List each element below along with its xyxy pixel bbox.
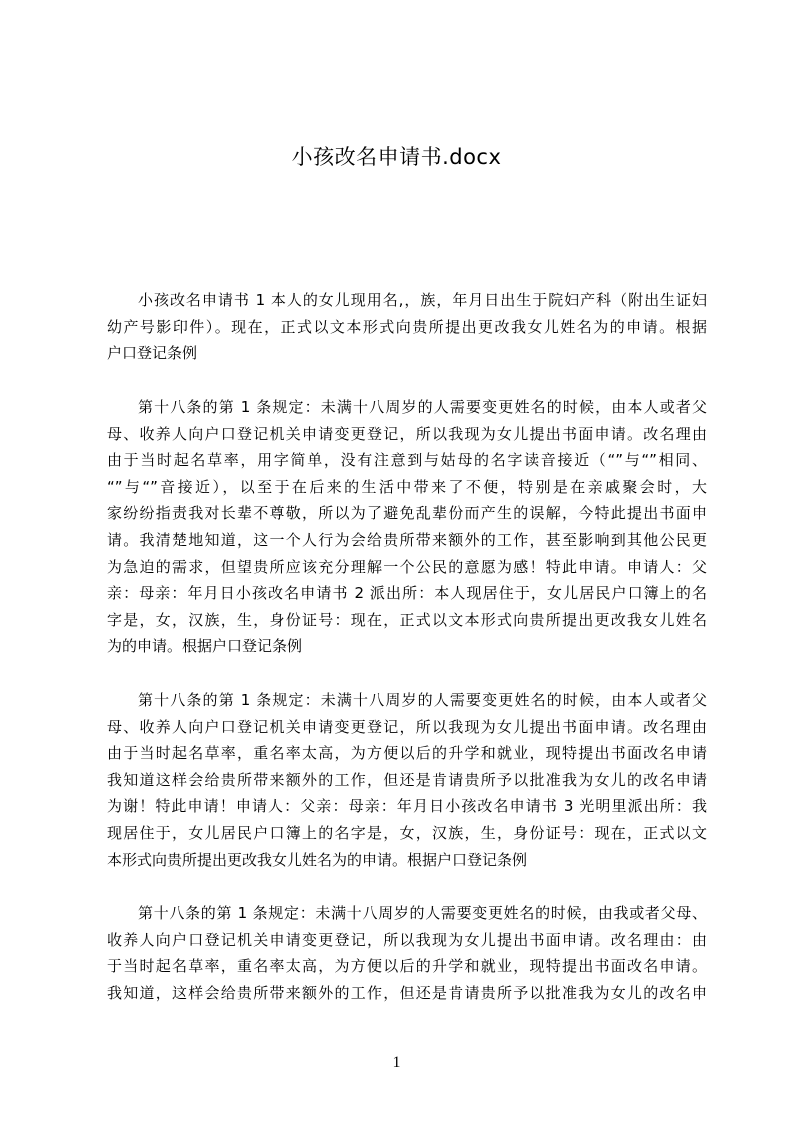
text-line: 为的申请。根据户口登记条例 xyxy=(107,637,303,656)
text-line: 为谢！特此申请！申请人：父亲：母亲：年月日小孩改名申请书 3 光明里派出所：我 xyxy=(107,797,707,816)
paragraph-1 xyxy=(107,287,707,367)
text-line: 亲：母亲：年月日小孩改名申请书 2 派出所：本人现居住于，女儿居民户口簿上的名 xyxy=(107,584,707,603)
document-title: 小孩改名申请书.docx xyxy=(291,145,502,169)
text-line: 第十八条的第 1 条规定：未满十八周岁的人需要变更姓名的时候，由本人或者父 xyxy=(138,691,707,709)
text-line: “”与“”音接近），以至于在后来的生活中带来了不便，特别是在亲戚聚会时，大 xyxy=(107,477,707,496)
text-line: 由于当时起名草率，用字简单，没有注意到与姑母的名字读音接近（“”与“”相同、 xyxy=(107,451,707,470)
text-line: 由于当时起名草率，重名率太高，为方便以后的升学和就业，现特提出书面改名申请 xyxy=(107,744,707,763)
text-line: 本形式向贵所提出更改我女儿姓名为的申请。根据户口登记条例 xyxy=(107,850,528,869)
text-line: 我知道这样会给贵所带来额外的工作，但还是肯请贵所予以批准我为女儿的改名申请 xyxy=(107,770,707,789)
text-line: 请。我清楚地知道，这一个人行为会给贵所带来额外的工作，甚至影响到其他公民更 xyxy=(107,530,707,549)
text-line: 第十八条的第 1 条规定：未满十八周岁的人需要变更姓名的时候，由我或者父母、 xyxy=(138,904,707,922)
text-line: 幼产号影印件）。现在，正式以文本形式向贵所提出更改我女儿姓名为的申请。根据 xyxy=(107,317,707,336)
text-line: 我知道，这样会给贵所带来额外的工作，但还是肯请贵所予以批准我为女儿的改名申 xyxy=(107,983,707,1002)
text-line: 家纷纷指责我对长辈不尊敬，所以为了避免乱辈份而产生的误解，今特此提出书面申 xyxy=(107,504,707,523)
text-line: 母、收养人向户口登记机关申请变更登记，所以我现为女儿提出书面申请。改名理由 xyxy=(107,424,707,443)
text-line: 户口登记条例 xyxy=(107,344,198,363)
text-line: 母、收养人向户口登记机关申请变更登记，所以我现为女儿提出书面申请。改名理由 xyxy=(107,717,707,736)
text-line: 于当时起名草率，重名率太高，为方便以后的升学和就业，现特提出书面改名申请。 xyxy=(107,957,707,976)
text-line: 收养人向户口登记机关申请变更登记，所以我现为女儿提出书面申请。改名理由：由 xyxy=(107,930,707,949)
page-number: 1 xyxy=(392,1054,401,1071)
paragraph-3 xyxy=(107,687,707,873)
paragraph-2 xyxy=(107,394,707,660)
text-line: 小孩改名申请书 1 本人的女儿现用名,，族，年月日出生于院妇产科（附出生证妇 xyxy=(138,291,707,309)
text-line: 字是，女，汉族，生，身份证号：现在，正式以文本形式向贵所提出更改我女儿姓名 xyxy=(107,610,707,629)
text-line: 现居住于，女儿居民户口簿上的名字是，女，汉族，生，身份证号：现在，正式以文 xyxy=(107,823,707,842)
paragraph-4 xyxy=(107,900,707,1006)
text-line: 为急迫的需求，但望贵所应该充分理解一个公民的意愿为感！特此申请。申请人：父 xyxy=(107,557,707,576)
text-line: 第十八条的第 1 条规定：未满十八周岁的人需要变更姓名的时候，由本人或者父 xyxy=(138,398,707,416)
